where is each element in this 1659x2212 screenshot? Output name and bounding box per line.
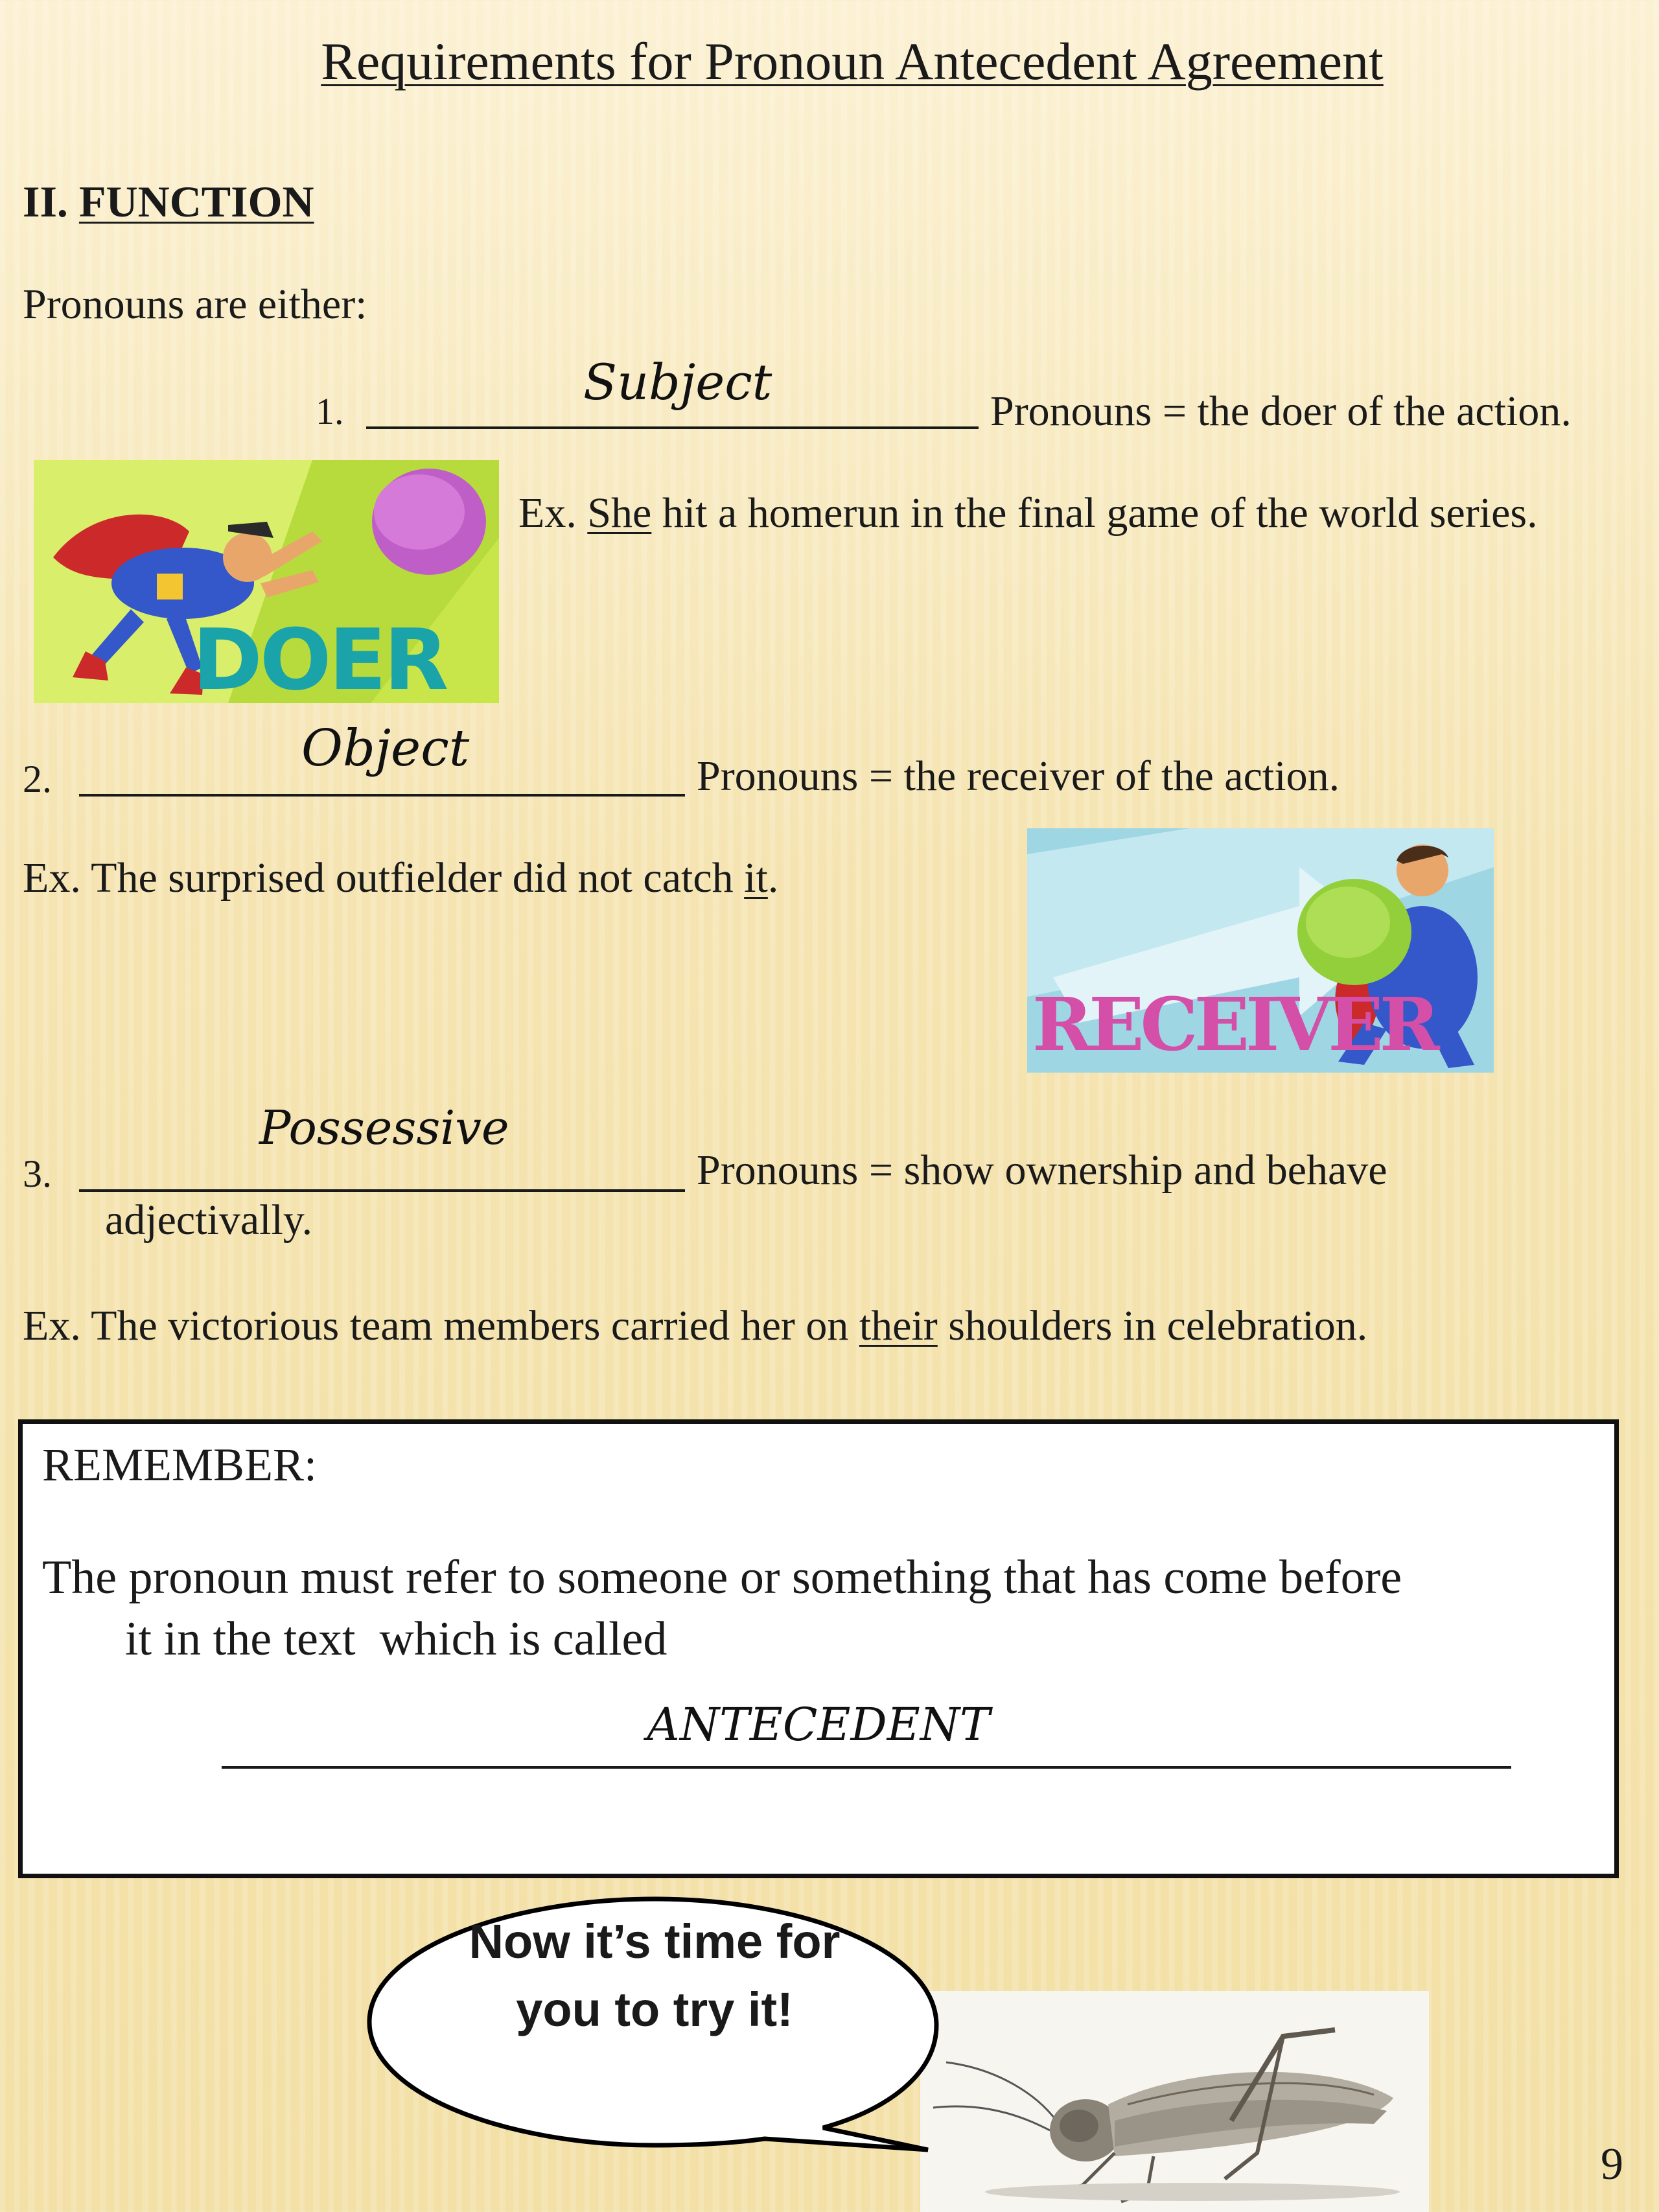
section-number: II. xyxy=(23,177,68,226)
item-3-definition: Pronouns = show ownership and behave xyxy=(697,1147,1387,1194)
grasshopper-icon xyxy=(920,1991,1429,2212)
item-1-example: Ex. She hit a homerun in the final game of the world series. xyxy=(518,489,1538,537)
item-1-answer: Subject xyxy=(583,353,772,411)
section-heading xyxy=(23,176,314,227)
item-2-blank-line xyxy=(79,794,685,797)
page-title: Requirements for Pronoun Antecedent Agreement xyxy=(321,32,1384,91)
item-2-answer: Object xyxy=(301,719,470,778)
item-2-example-pronoun: it xyxy=(744,854,768,902)
item-3-example-pronoun: their xyxy=(859,1302,938,1349)
remember-box xyxy=(18,1419,1619,1878)
item-1-blank-line xyxy=(366,426,979,429)
page-number: 9 xyxy=(1601,2139,1623,2189)
item-3-example: Ex. The victorious team members carried her on their shoulders in celebration. xyxy=(23,1302,1368,1349)
item-3-number: 3. xyxy=(23,1152,52,1195)
item-2-example: Ex. The surprised outfielder did not catch it. xyxy=(23,854,779,902)
doer-image-label: DOER xyxy=(192,611,447,703)
remember-blank-line xyxy=(222,1766,1511,1769)
item-2-definition: Pronouns = the receiver of the action. xyxy=(697,752,1340,800)
item-1-example-pronoun: She xyxy=(587,489,652,537)
speech-bubble-line-2: you to try it! xyxy=(516,1983,793,2036)
doer-image xyxy=(34,460,499,703)
receiver-image xyxy=(1027,828,1494,1073)
item-3-answer: Possessive xyxy=(259,1100,509,1155)
receiver-image-label: RECEIVER xyxy=(1032,983,1436,1067)
remember-answer: ANTECEDENT xyxy=(647,1698,990,1751)
item-1-number: 1. xyxy=(316,390,344,432)
item-2-number: 2. xyxy=(23,758,52,800)
item-1-definition: Pronouns = the doer of the action. xyxy=(990,388,1572,435)
section-title: FUNCTION xyxy=(78,177,314,226)
remember-text-line-1: The pronoun must refer to someone or something that has come before xyxy=(42,1551,1402,1604)
item-3-blank-line xyxy=(79,1189,685,1192)
speech-bubble-line-1: Now it’s time for xyxy=(469,1915,841,1968)
intro-text: Pronouns are either: xyxy=(23,281,367,328)
remember-text-line-2: it in the text which is called xyxy=(125,1612,667,1666)
remember-heading: REMEMBER: xyxy=(42,1439,318,1491)
grasshopper-image xyxy=(920,1991,1429,2212)
item-3-definition-continued: adjectivally. xyxy=(105,1196,313,1244)
